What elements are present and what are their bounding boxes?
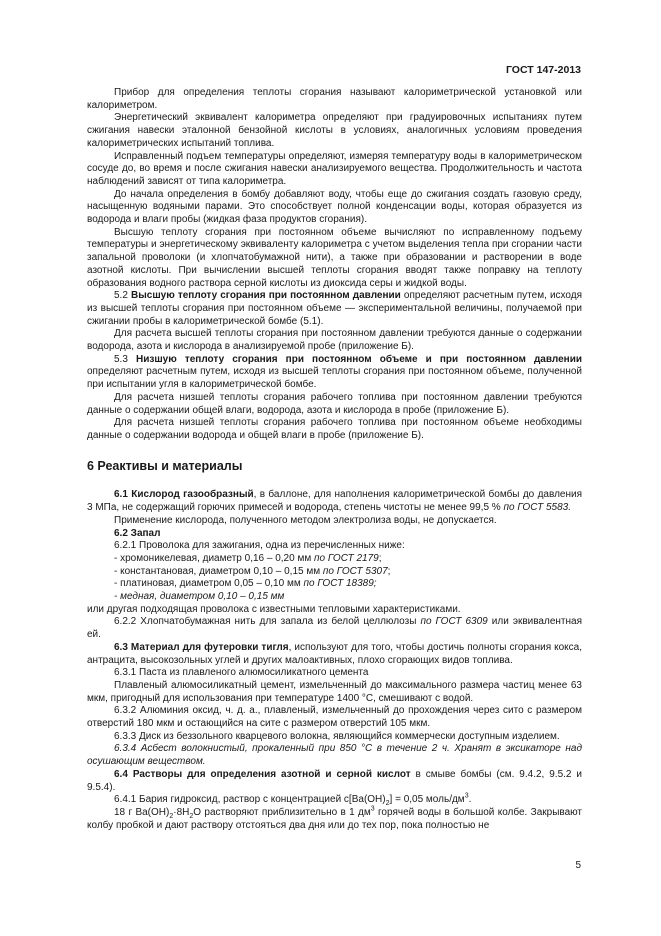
paragraph: Для расчета низшей теплоты сгорания рабочего топлива при постоянном давлении требуются данные о содержании общей влаги, водорода, азота и кислорода в пробе (приложение Б). <box>87 391 582 416</box>
clause-text: 18 г Ba(OH) <box>114 806 170 818</box>
clause-text: ·8H <box>173 806 190 818</box>
document-code: ГОСТ 147-2013 <box>505 64 581 76</box>
standard-reference: по ГОСТ 5583. <box>503 502 572 514</box>
paragraph: Для расчета высшей теплоты сгорания при постоянном давлении требуются данные о содержании водорода, азота и кислорода в анализируемой пробе (приложение Б). <box>87 328 582 353</box>
superscript: 3 <box>370 805 375 813</box>
paragraph: Плавленый алюмосиликатный цемент, измельченный до максимального размера частиц менее 63 мкм, пригодный для использования при температуре 1400 °С, смешивают с водой. <box>87 679 582 704</box>
clause-6-4 <box>87 769 582 794</box>
clause-text: определяют расчетным путем, исходя из высшей теплоты сгорания при постоянном объеме — экспериментальной величины, получаемой при сжигании пробы в калориметрической бомбе (5.1). <box>87 290 583 327</box>
paragraph: До начала определения в бомбу добавляют воду, чтобы еще до сжигания создать газовую среду, насыщенную водяными парами. Это способствует полной конденсации воды, которая образуется из водорода и влаги пробы (жидкая фаза продуктов сгорания). <box>87 188 582 226</box>
clause-6-1 <box>87 489 582 514</box>
page-content <box>87 87 582 832</box>
paragraph: Энергетический эквивалент калориметра определяют при градуировочных испытаниях путем сжигания навески эталонной бензойной кислоты в условиях, аналогичных условиям проведения калориметрических испытаний топлива. <box>87 112 582 149</box>
clause-number: 5.3 <box>114 353 136 365</box>
paragraph: Прибор для определения теплоты сгорания называют калориметрической установкой или калориметром. <box>87 87 582 111</box>
clause-text: 6.2.2 Хлопчатобумажная нить для запала из белой целлюлозы <box>114 616 421 628</box>
section-heading: 6 Реактивы и материалы <box>87 458 243 473</box>
list-item-text: - хромоникелевая, диаметр 0,16 – 0,20 мм <box>114 552 314 564</box>
list-item-text: - платиновая, диаметром 0,05 – 0,10 мм <box>114 578 304 590</box>
paragraph: 6.3.3 Диск из беззольного кварцевого волокна, являющийся коммерчески доступным изделием. <box>114 730 560 742</box>
clause-6-4-1 <box>87 794 582 807</box>
paragraph: 6.2.1 Проволока для зажигания, одна из перечисленных ниже: <box>114 540 405 552</box>
paragraph: Исправленный подъем температуры определяют, измеряя температуру воды в калориметрическом сосуде до, во время и после сжигания навески анализируемого вещества. Продолжительность и частота наблюдений зависят от типа калориметра. <box>87 150 582 187</box>
paragraph: 6.3.2 Алюминия оксид, ч. д. а., плавленый, измельченный до прохождения через сито с размером отверстий 180 мкм и остающийся на сите с размером отверстий 105 мкм. <box>87 705 582 730</box>
list-item: - медная, диаметром 0,10 – 0,15 мм <box>114 591 285 603</box>
subscript: 2 <box>169 812 174 820</box>
paragraph <box>87 807 582 832</box>
list-item: - константановая, диаметром 0,10 – 0,15 мм по ГОСТ 5307; <box>114 565 391 577</box>
clause-text: , в баллоне, для наполнения калориметрической бомбы до давления 3 МПа, не содержащий горючих примесей и водорода, степень чистоты не менее 99,5 % <box>87 489 582 514</box>
clause-text: O растворяют приблизительно в 1 дм <box>193 806 371 818</box>
clause-6-2-2 <box>87 616 582 641</box>
paragraph: 6.3.4 Асбест волокнистый, прокаленный при 850 °С в течение 2 ч. Хранят в эксикаторе над осушающим веществом. <box>87 743 582 768</box>
standard-reference: по ГОСТ 18389; <box>303 578 377 590</box>
clause-term: 6.3 Материал для футеровки тигля <box>114 641 289 653</box>
clause-term: 6.4 Растворы для определения азотной и серной кислот <box>114 768 411 780</box>
standard-reference: по ГОСТ 2179 <box>313 552 379 564</box>
clause-number: 5.2 <box>114 290 131 302</box>
clause-text: определяют расчетным путем, исходя из высшей теплоты сгорания при постоянном объеме, полученной при испытании угля в калориметрической бомбе. <box>87 366 582 391</box>
clause-5-2 <box>87 290 582 328</box>
standard-reference: по ГОСТ 5307 <box>322 565 388 577</box>
clause-6-3 <box>87 642 582 667</box>
clause-heading: 6.2 Запал <box>114 527 161 539</box>
clause-term: Высшую теплоту сгорания при постоянном давлении <box>131 290 401 302</box>
clause-text: . <box>468 794 472 806</box>
clause-heading: 6.3.1 Паста из плавленого алюмосиликатного цемента <box>114 667 369 679</box>
clause-text: 6.4.1 Бария гидроксид, раствор с концентрацией c[Ba(OH) <box>114 794 386 806</box>
clause-text: горячей воды в большой колбе. Закрывают колбу пробкой и дают раствору отстояться два дня или до тех пор, пока полностью не <box>87 806 583 831</box>
clause-term: 6.1 Кислород газообразный <box>114 489 254 501</box>
clause-text: , используют для того, чтобы достичь полноты сгорания кокса, антрацита, высокозольных углей и других малоактивных, плохо сгорающих видов топлива. <box>87 641 583 666</box>
clause-5-3 <box>87 354 582 392</box>
clause-text: или эквивалентная ей. <box>87 616 582 641</box>
list-item: - хромоникелевая, диаметр 0,16 – 0,20 мм по ГОСТ 2179; <box>114 552 382 564</box>
paragraph: Для расчета низшей теплоты сгорания рабочего топлива при постоянном объеме необходимы данные о содержании водорода и общей влаги в пробе (приложение Б). <box>87 417 582 441</box>
clause-text: в смыве бомбы (см. 9.4.2, 9.5.2 и 9.5.4). <box>87 768 582 793</box>
paragraph: Применение кислорода, полученного методом электролиза воды, не допускается. <box>114 514 497 526</box>
paragraph: или другая подходящая проволока с известными тепловыми характеристиками. <box>87 603 461 615</box>
standard-reference: по ГОСТ 6309 <box>420 616 488 628</box>
list-item <box>87 578 582 591</box>
subscript: 2 <box>189 812 194 820</box>
paragraph: Высшую теплоту сгорания при постоянном объеме вычисляют по исправленному подъему температуры и энергетическому эквиваленту калориметра с учетом выделения тепла при сгорании части запальной проволоки (и хлопчатобумажной нити), а также при образовании и растворении в воде азотной кислоты. При вычислении высшей теплоты сгорания вводят также поправку на теплоту образования водного раствора серной кислоты из диоксида серы и жидкой воды. <box>87 226 582 289</box>
page-number: 5 <box>575 860 581 871</box>
list-item-text: - константановая, диаметром 0,10 – 0,15 мм <box>114 565 323 577</box>
superscript: 3 <box>464 792 469 800</box>
clause-text: ] = 0,05 моль/дм <box>389 794 465 806</box>
clause-term: Низшую теплоту сгорания при постоянном объеме и при постоянном давлении <box>135 353 582 365</box>
subscript: 2 <box>385 800 390 808</box>
